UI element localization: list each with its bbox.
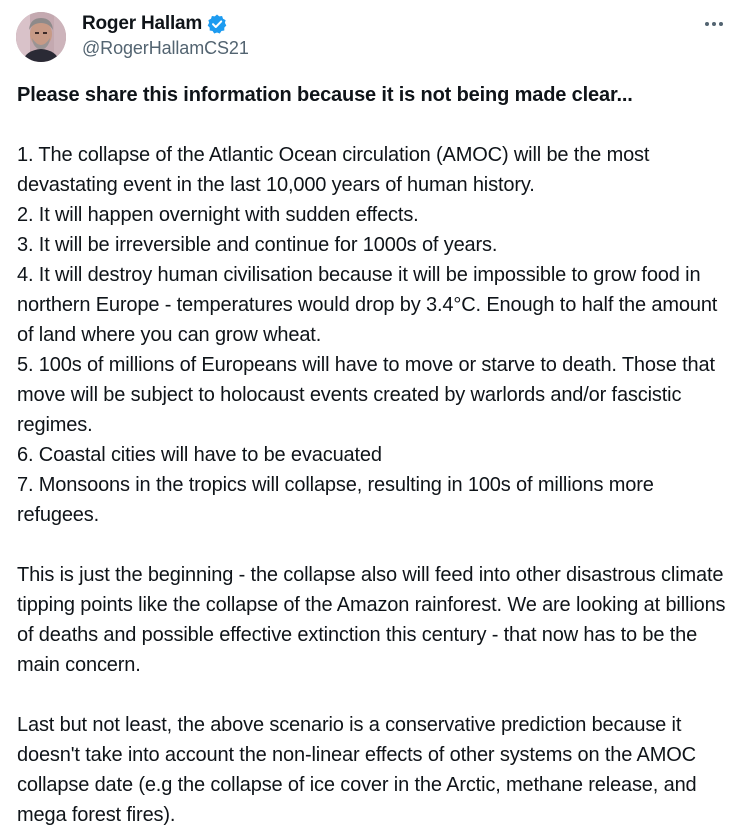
handle[interactable]: @RogerHallamCS21 [82, 38, 249, 58]
spacer [17, 530, 729, 560]
list-item: 5. 100s of millions of Europeans will have to move or starve to death. Those that move will be subject to holocaust events created by warlords and/or fascistic regimes. [17, 354, 715, 436]
list-item: 6. Coastal cities will have to be evacuated [17, 444, 382, 466]
list-item: 7. Monsoons in the tropics will collapse, resulting in 100s of millions more refugees. [17, 474, 654, 526]
display-name[interactable]: Roger Hallam [82, 13, 203, 34]
spacer [17, 680, 729, 710]
list-item: 1. The collapse of the Atlantic Ocean circulation (AMOC) will be the most devastating event in the last 10,000 years of human history. [17, 144, 650, 196]
author-names [82, 12, 249, 59]
spacer [17, 110, 729, 140]
list-item: 3. It will be irreversible and continue for 1000s of years. [17, 234, 498, 256]
tweet-paragraph: This is just the beginning - the collapse also will feed into other disastrous climate tipping points like the collapse of the Amazon rainforest. We are looking at billions of deaths and possible effective extinction this century - that now has to be the main concern. [17, 564, 726, 676]
list-item: 4. It will destroy human civilisation because it will be impossible to grow food in northern Europe - temperatures would drop by 3.4°C. Enough to half the amount of land where you can grow wheat. [17, 264, 718, 346]
tweet-paragraph: Last but not least, the above scenario is a conservative prediction because it doesn't take into account the non-linear effects of other systems on the AMOC collapse date (e.g the collapse of ice cover in the Arctic, methane release, and mega forest fires). [17, 714, 697, 826]
tweet-header [0, 0, 737, 70]
display-name-row [82, 12, 249, 36]
verified-badge-icon[interactable] [206, 13, 228, 35]
tweet-text [17, 80, 729, 830]
more-options-icon[interactable] [703, 14, 725, 34]
profile-photo-icon [16, 12, 66, 62]
avatar[interactable] [16, 12, 66, 62]
list-item: 2. It will happen overnight with sudden effects. [17, 204, 419, 226]
tweet-lead: Please share this information because it is not being made clear... [17, 84, 633, 106]
